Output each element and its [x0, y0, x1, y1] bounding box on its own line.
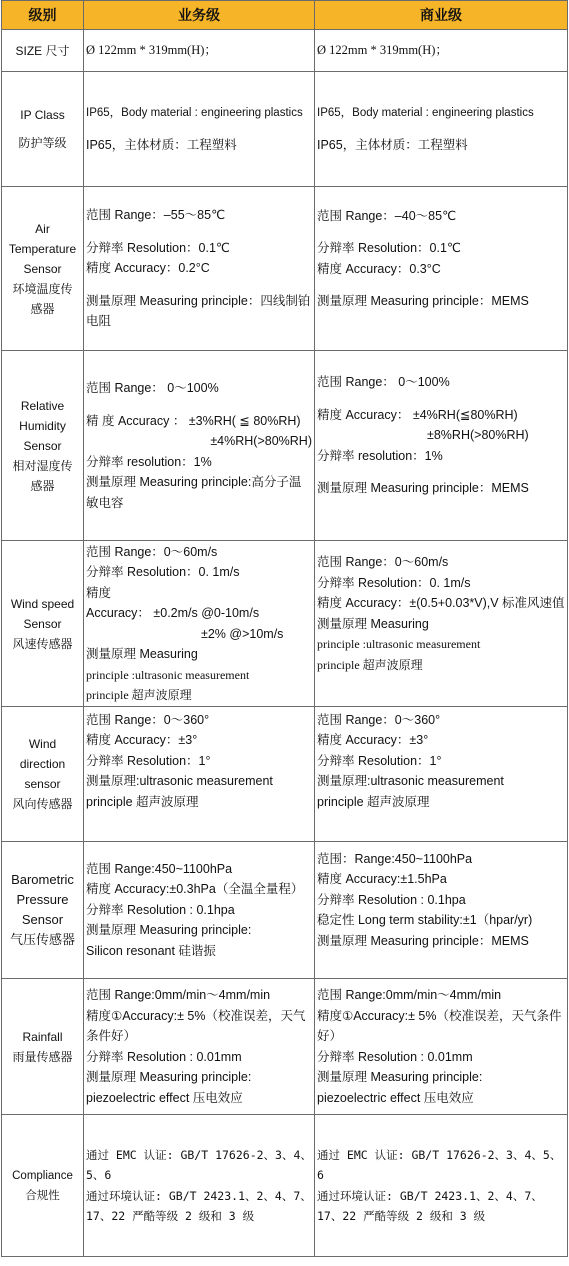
temp-label: Air Temperature Sensor 环境温度传 感器	[2, 187, 84, 351]
row-wind-speed	[2, 541, 568, 707]
rainfall-label: Rainfall 雨量传感器	[2, 979, 84, 1115]
wind-speed-business: 范围 Range：0～60m/s 分辩率 Resolution：0. 1m/s 精度 Accuracy： ±0.2m/s @0-10m/s ±2% @>10m/s 测量原理 Measuring principle :ultrasonic measurement principle 超声波原理	[84, 541, 315, 707]
temp-business: 范围 Range：–55～85℃ 分辩率 Resolution：0.1℃ 精度 Accuracy：0.2°C 测量原理 Measuring principle：四线制铂电阻	[84, 187, 315, 351]
wind-speed-label: Wind speed Sensor 风速传感器	[2, 541, 84, 707]
row-humidity	[2, 351, 568, 541]
wind-direction-commercial: 范围 Range：0～360° 精度 Accuracy：±3° 分辩率 Resolution：1° 测量原理:ultrasonic measurement principle 超声波原理	[315, 707, 568, 842]
temp-commercial: 范围 Range：–40～85℃ 分辩率 Resolution：0.1℃ 精度 Accuracy：0.3°C 测量原理 Measuring principle：MEMS	[315, 187, 568, 351]
row-compliance	[2, 1115, 568, 1257]
header-level: 级别	[2, 1, 84, 30]
wind-direction-business: 范围 Range：0～360° 精度 Accuracy：±3° 分辩率 Resolution：1° 测量原理:ultrasonic measurement principle 超声波原理	[84, 707, 315, 842]
compliance-label: Compliance 合规性	[2, 1115, 84, 1257]
spec-table	[1, 0, 568, 1257]
pressure-commercial: 范围：Range:450~1100hPa 精度 Accuracy:±1.5hPa 分辩率 Resolution : 0.1hpa 稳定性 Long term stability:±1（hpar/yr) 测量原理 Measuring principle：MEMS	[315, 842, 568, 979]
size-commercial: Ø 122mm * 319mm(H)；	[315, 30, 568, 72]
wind-speed-commercial: 范围 Range：0～60m/s 分辩率 Resolution：0. 1m/s 精度 Accuracy：±(0.5+0.03*V),V 标准风速值 测量原理 Measuring principle :ultrasonic measurement principle 超声波原理	[315, 541, 568, 707]
size-label: SIZE 尺寸	[2, 30, 84, 72]
row-pressure	[2, 842, 568, 979]
row-ip	[2, 72, 568, 187]
pressure-business: 范围 Range:450~1100hPa 精度 Accuracy:±0.3hPa（全温全量程） 分辩率 Resolution : 0.1hpa 测量原理 Measuring principle: Silicon resonant 硅谐振	[84, 842, 315, 979]
pressure-label: Barometric Pressure Sensor 气压传感器	[2, 842, 84, 979]
ip-label: IP Class 防护等级	[2, 72, 84, 187]
row-rainfall	[2, 979, 568, 1115]
ip-business: IP65，Body material : engineering plastics IP65，主体材质：工程塑料	[84, 72, 315, 187]
rainfall-commercial: 范围 Range:0mm/min～4mm/min 精度①Accuracy:± 5%（校准误差，天气条件好） 分辩率 Resolution : 0.01mm 测量原理 Measuring principle: piezoelectric effect 压电效应	[315, 979, 568, 1115]
wind-direction-label: Wind direction sensor 风向传感器	[2, 707, 84, 842]
humidity-business: 范围 Range： 0～100% 精 度 Accuracy ： ±3%RH( ≦ 80%RH) ±4%RH(>80%RH) 分辩率 resolution：1% 测量原理 Measuring principle:高分子温敏电容	[84, 351, 315, 541]
header-business: 业务级	[84, 1, 315, 30]
compliance-business: 通过 EMC 认证: GB/T 17626-2、3、4、5、6 通过环境认证: GB/T 2423.1、2、4、7、17、22 严酷等级 2 级和 3 级	[84, 1115, 315, 1257]
ip-commercial: IP65，Body material : engineering plastics IP65，主体材质：工程塑料	[315, 72, 568, 187]
compliance-commercial: 通过 EMC 认证: GB/T 17626-2、3、4、5、6 通过环境认证: GB/T 2423.1、2、4、7、17、22 严酷等级 2 级和 3 级	[315, 1115, 568, 1257]
rainfall-business: 范围 Range:0mm/min～4mm/min 精度①Accuracy:± 5%（校准误差，天气条件好） 分辩率 Resolution : 0.01mm 测量原理 Measuring principle: piezoelectric effect 压电效应	[84, 979, 315, 1115]
row-wind-direction	[2, 707, 568, 842]
row-size	[2, 30, 568, 72]
header-commercial: 商业级	[315, 1, 568, 30]
header-row	[2, 1, 568, 30]
humidity-label: Relative Humidity Sensor 相对湿度传 感器	[2, 351, 84, 541]
row-temperature	[2, 187, 568, 351]
humidity-commercial: 范围 Range： 0～100% 精度 Accuracy： ±4%RH(≦80%RH) ±8%RH(>80%RH) 分辩率 resolution：1% 测量原理 Measuring principle：MEMS	[315, 351, 568, 541]
size-business: Ø 122mm * 319mm(H)；	[84, 30, 315, 72]
